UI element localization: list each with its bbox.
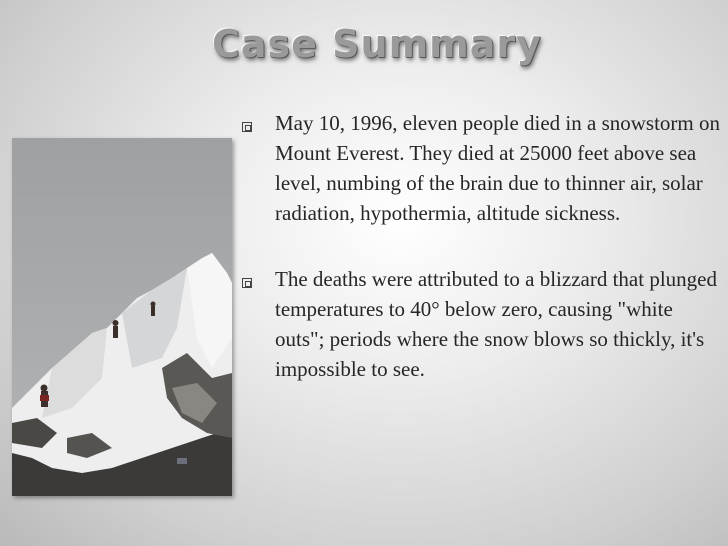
- bullet-list: [238, 108, 722, 420]
- everest-ridge-illustration: [12, 138, 232, 496]
- bullet-item: [238, 108, 722, 228]
- square-bullet-icon: [242, 278, 252, 288]
- square-bullet-icon: [242, 122, 252, 132]
- bullet-text: May 10, 1996, eleven people died in a snowstorm on Mount Everest. They died at 25000 feet above sea level, numbing of the brain due to thinner air, solar radiation, hypothermia, altitude sickness.: [275, 111, 720, 225]
- bullet-item: [238, 264, 722, 384]
- mountain-climbers-photo: [12, 138, 232, 496]
- slide-title: Case Summary: [212, 22, 542, 66]
- bullet-text: The deaths were attributed to a blizzard that plunged temperatures to 40° below zero, causing "white outs"; periods where the snow blows so thickly, it's impossible to see.: [275, 267, 717, 381]
